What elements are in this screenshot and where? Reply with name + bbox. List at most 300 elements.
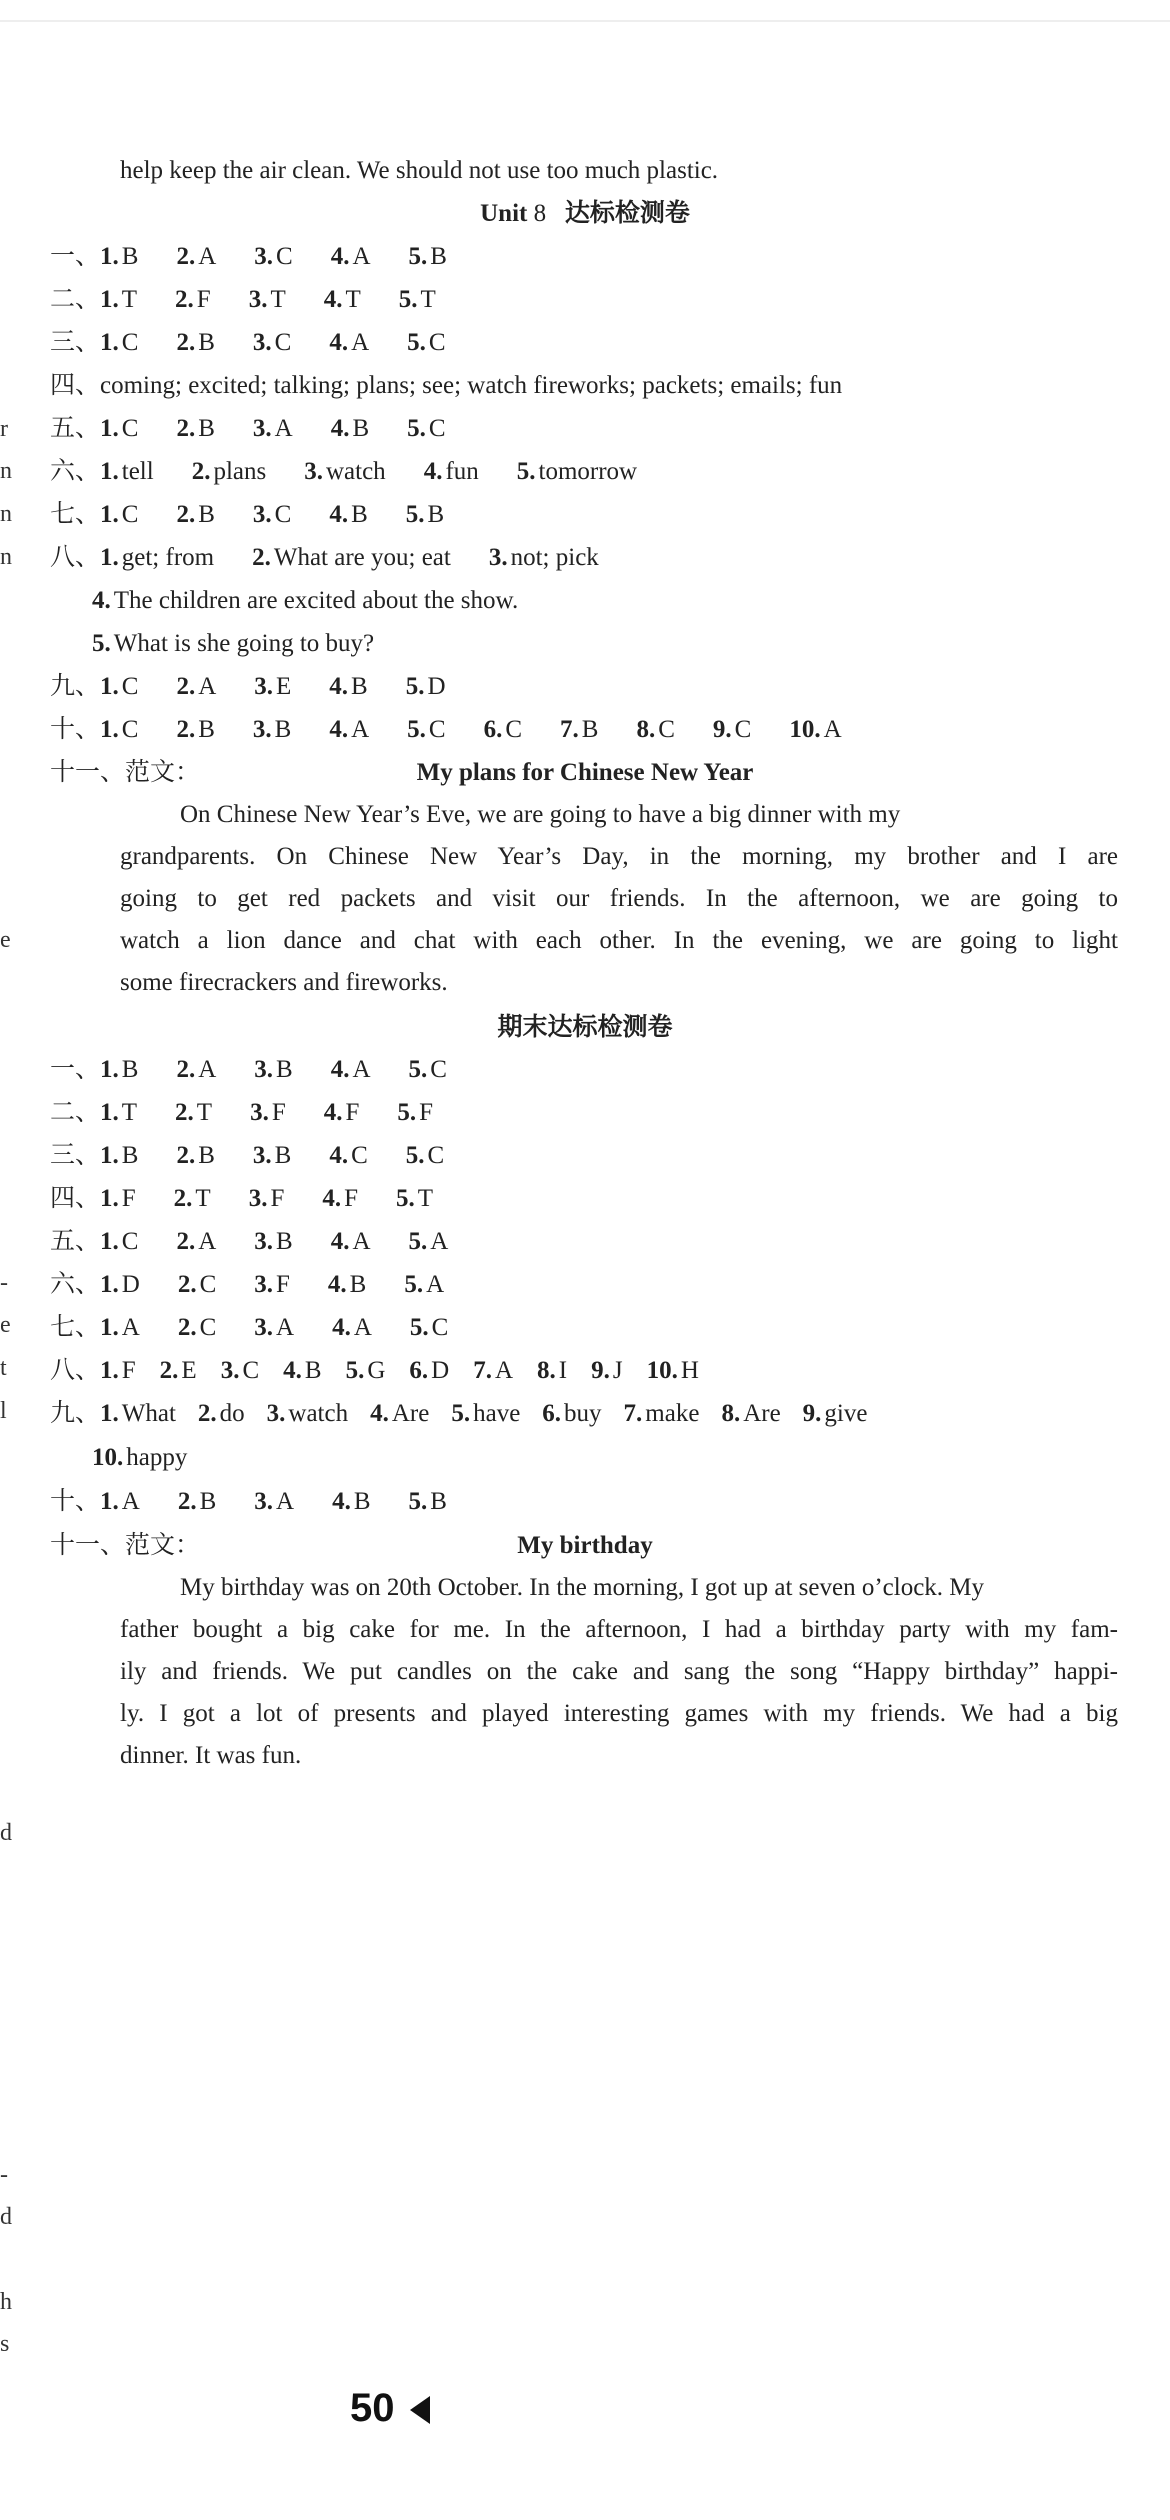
answer-item [346,1357,386,1384]
answer-item [254,1314,294,1341]
answer-item [178,1314,216,1341]
item-answer: A [352,243,371,270]
item-num: 9. [802,1400,822,1427]
item-num: 4. [283,1357,302,1384]
answer-item [324,286,361,313]
item-answer: A [351,716,370,743]
row-label: 七、 [50,1314,101,1341]
answer-item [253,716,291,743]
answer-item [267,1400,348,1427]
answer-item [517,458,637,485]
item-num: 5. [407,329,426,356]
answer-item [397,1099,433,1126]
answer-item [178,1271,216,1298]
item-answer: B [353,1488,371,1515]
item-answer: C [428,415,446,442]
item-num: 5. [397,1099,417,1126]
item-answer: J [612,1357,623,1384]
item-answer: do [219,1400,245,1427]
item-num: 4. [327,1271,347,1298]
answer-row [50,712,880,748]
essay-line: watch a lion dance and chat with each other. In the evening, we are going to light [120,927,1118,954]
answer-item [404,1271,444,1298]
answer-row-cont [92,1440,187,1476]
answer-item [409,243,447,270]
answer-row-cont [92,626,374,662]
answer-item [100,1142,138,1169]
item-answer: H [680,1357,699,1384]
item-num: 2. [173,1185,193,1212]
item-answer: B [121,243,139,270]
item-answer: A [198,243,217,270]
answer-item [100,1488,140,1515]
item-answer: A [198,1056,217,1083]
item-answer: C [658,716,675,743]
answer-item [409,1357,449,1384]
item-answer: B [274,1142,292,1169]
answer-row [50,1052,485,1088]
answer-item [100,286,137,313]
item-num: 5. [451,1400,471,1427]
margin-fragment: - [0,1270,8,1296]
item-answer: A [352,1056,371,1083]
item-num: 1. [100,1357,119,1384]
item-answer: D [431,1357,450,1384]
item-answer: C [121,415,139,442]
item-num: 1. [100,673,119,700]
answer-item [253,329,291,356]
item-answer: C [505,716,523,743]
item-num: 3. [254,1056,274,1083]
item-num: 2. [176,329,196,356]
item-num: 3. [252,716,272,743]
item-answer: F [196,286,211,313]
item-text: What is she going to buy? [113,630,375,657]
margin-fragment: e [0,1312,11,1338]
answer-row [50,669,484,705]
item-answer: T [270,286,286,313]
item-answer: B [430,243,447,270]
item-num: 5. [408,1488,428,1515]
item-num: 4. [322,1185,342,1212]
unit8-title-num: 8 [533,200,547,227]
answer-item [100,544,214,571]
item-answer: A [274,415,293,442]
item-answer: What are you; eat [273,544,451,571]
row-label: 八、 [50,1357,101,1384]
item-answer: buy [564,1400,602,1427]
answer-item [176,1228,216,1255]
answer-item [409,1488,447,1515]
answer-item [176,1142,214,1169]
essay-label: 十一、范文： [50,759,201,786]
item-answer: T [417,1185,434,1212]
item-num: 4. [323,1099,343,1126]
item-answer: F [276,1271,290,1298]
essay-line: father bought a big cake for me. In the afternoon, I had a birthday party with my fam- [120,1616,1118,1643]
item-num: 3. [254,1488,274,1515]
item-num: 5. [398,286,418,313]
item-answer: C [242,1357,260,1384]
answer-item [252,544,451,571]
essay-line: On Chinese New Year’s Eve, we are going to have a big dinner with my [180,801,901,828]
answer-item [254,1488,294,1515]
item-answer: make [645,1400,700,1427]
item-num: 1. [100,1314,119,1341]
item-num: 3. [250,1099,269,1126]
margin-fragment: s [0,2331,10,2357]
answer-item [249,286,286,313]
item-answer: give [824,1400,868,1427]
item-num: 2. [252,544,271,571]
answer-item [198,1400,245,1427]
item-num: 4. [330,243,350,270]
answer-item [537,1357,567,1384]
answer-row [50,1138,482,1174]
item-answer: B [430,1488,447,1515]
row-label: 一、 [50,243,101,270]
essay-line: ily and friends. We put candles on the cake and sang the song “Happy birthday” happi- [120,1658,1118,1685]
answer-item [100,329,138,356]
item-answer: G [367,1357,386,1384]
row-label: 三、 [50,329,101,356]
final-title: 期末达标检测卷 [497,1014,673,1041]
item-num: 7. [623,1400,643,1427]
margin-fragment: d [0,2204,12,2230]
item-num: 4. [329,329,349,356]
item-answer: tell [121,458,154,485]
item-num: 5. [407,716,426,743]
answer-item [332,1488,370,1515]
item-num: 4. [329,673,349,700]
item-num: 4. [332,1488,351,1515]
answer-item [322,1185,358,1212]
item-num: 7. [473,1357,492,1384]
item-num: 1. [100,1488,119,1515]
item-answer: B [198,716,215,743]
answer-item [591,1357,622,1384]
item-answer: C [430,1056,447,1083]
margin-fragment: n [0,501,12,527]
answer-item [176,329,214,356]
item-num: 2. [176,243,196,270]
margin-fragment: n [0,544,12,570]
item-answer: C [121,673,139,700]
item-answer: A [198,1228,217,1255]
item-num: 2. [177,1271,197,1298]
answer-item [409,1228,449,1255]
answer-item [176,415,214,442]
item-num: 5. [409,1314,429,1341]
answer-item [409,1056,447,1083]
answer-item [254,673,291,700]
answer-item [176,673,216,700]
item-num: 5. [516,458,536,485]
margin-fragment: h [0,2289,12,2315]
item-answer: A [276,1488,295,1515]
item-answer: T [195,1185,211,1212]
item-answer: get; from [121,544,215,571]
item-num: 5. [404,1271,424,1298]
item-num: 1. [100,716,119,743]
answer-item [254,1228,292,1255]
answer-item [178,1488,216,1515]
answer-item [410,1314,448,1341]
item-answer: B [351,501,368,528]
answer-item [329,673,367,700]
item-num: 3. [220,1357,240,1384]
answer-row [50,497,482,533]
item-answer: not; pick [510,544,599,571]
answer-item [484,716,522,743]
answer-item [254,1271,290,1298]
intro-line: help keep the air clean. We should not use too much plastic. [120,157,719,184]
item-answer: B [352,415,370,442]
item-num: 5. [405,501,425,528]
item-answer: F [121,1185,136,1212]
answer-item [176,716,214,743]
item-num: 2. [176,673,196,700]
item-answer: F [345,1099,360,1126]
answer-item [175,1099,212,1126]
item-num: 8. [721,1400,741,1427]
item-answer: F [270,1185,285,1212]
answer-item [176,1056,216,1083]
item-num: 1. [100,243,119,270]
item-num: 2. [176,1142,196,1169]
answer-item [329,716,369,743]
item-num: 4. [329,716,349,743]
answer-row [50,1181,471,1217]
row-label: 三、 [50,1142,101,1169]
item-num: 3. [254,1228,274,1255]
answer-item [331,1228,371,1255]
item-answer: C [274,501,292,528]
item-num: 3. [252,329,272,356]
item-answer: C [351,1142,368,1169]
answer-item [328,1271,366,1298]
item-num: 3. [248,1185,268,1212]
answer-item [451,1400,520,1427]
item-num: 2. [176,1228,196,1255]
item-answer: T [420,286,436,313]
answer-item [789,716,841,743]
item-num: 9. [712,716,732,743]
item-num: 9. [591,1357,610,1384]
item-answer: tomorrow [538,458,638,485]
item-num: 6. [542,1400,562,1427]
unit8-title-en: Unit [480,200,528,227]
answer-item [253,1142,291,1169]
essay-line: some firecrackers and fireworks. [120,969,448,996]
answer-item [100,1271,140,1298]
answer-item [424,458,479,485]
item-answer: T [121,1099,138,1126]
item-answer: A [351,329,370,356]
item-num: 1. [100,458,119,485]
item-answer: B [121,1142,139,1169]
answer-item [406,501,444,528]
item-answer: B [304,1357,322,1384]
answer-item [100,1228,138,1255]
row-label: 四、 [50,1185,101,1212]
answer-item [192,458,267,485]
item-answer: have [473,1400,521,1427]
item-num: 8. [636,716,656,743]
item-answer: B [198,1142,215,1169]
top-edge-line [0,20,1170,22]
row-label: 六、 [50,1271,101,1298]
answer-row [50,325,484,361]
answer-row [50,1095,471,1131]
answer-item [407,329,445,356]
item-num: 1. [100,1228,119,1255]
item-num: 1. [100,1400,119,1427]
item-answer: E [181,1357,197,1384]
answer-item [254,243,292,270]
answer-item [396,1185,433,1212]
answer-item [250,1099,286,1126]
answer-item [100,1314,140,1341]
answer-row [50,454,675,490]
item-answer: C [274,329,292,356]
answer-item [176,501,214,528]
answer-row [50,1310,486,1346]
answer-item [100,415,138,442]
row-label: 九、 [50,1400,101,1427]
answer-row [50,411,484,447]
answer-item [407,716,445,743]
answer-item [560,716,598,743]
answer-item [175,286,211,313]
unit8-title [0,196,1170,232]
item-answer: C [121,501,139,528]
item-num: 6. [409,1357,429,1384]
item-answer: A [353,1314,372,1341]
item-num: 3. [254,673,274,700]
item-num: 1. [100,286,119,313]
answer-item [304,458,385,485]
item-answer: B [427,501,445,528]
row-label: 一、 [50,1056,101,1083]
answer-item [100,1357,136,1384]
essay-title: My plans for Chinese New Year [416,759,754,786]
answer-item [100,673,138,700]
item-answer: C [276,243,293,270]
row-label: 六、 [50,458,101,485]
item-num: 1. [100,1099,119,1126]
item-answer: T [196,1099,213,1126]
item-num: 3. [254,243,274,270]
answer-item [331,415,369,442]
item-num: 2. [176,716,196,743]
item-num: 4. [92,587,111,614]
item-num: 2. [175,286,194,313]
item-answer: C [431,1314,449,1341]
item-num: 2. [191,458,211,485]
item-num: 3. [252,501,272,528]
item-num: 3. [254,1314,274,1341]
item-num: 5. [408,1228,428,1255]
item-answer: F [271,1099,286,1126]
item-answer: B [198,329,215,356]
item-answer: A [121,1314,140,1341]
answer-item [647,1357,699,1384]
item-num: 2. [176,501,196,528]
essay-line: going to get red packets and visit our friends. In the afternoon, we are going to [120,885,1118,912]
answer-item [283,1357,321,1384]
page-number: 50 [350,2386,395,2430]
item-answer: A [823,716,842,743]
triangle-left-icon [410,2396,430,2424]
answer-item [100,1400,176,1427]
item-answer: D [427,673,446,700]
item-answer: C [734,716,752,743]
item-num: 1. [100,1185,119,1212]
item-answer: C [427,1142,445,1169]
item-num: 2. [176,1056,196,1083]
answer-item [329,329,369,356]
item-answer: C [121,716,139,743]
answer-item [100,716,138,743]
answer-item [331,1056,371,1083]
item-answer: watch [288,1400,349,1427]
item-num: 5. [405,673,425,700]
item-answer: C [199,1271,217,1298]
row-label: 四、 [50,372,101,399]
item-answer: B [274,716,292,743]
answer-row-cont [92,583,518,619]
item-num: 3. [304,458,323,485]
item-num: 1. [100,544,119,571]
item-answer: F [419,1099,434,1126]
margin-fragment: e [0,927,11,953]
answer-item [254,1056,292,1083]
item-answer: Are [743,1400,781,1427]
item-num: 10. [646,1357,678,1384]
item-num: 5. [92,630,111,657]
answer-item [803,1400,868,1427]
item-num: 4. [332,1314,351,1341]
answer-item [406,673,446,700]
item-answer: C [121,329,139,356]
item-num: 4. [330,1228,350,1255]
row-label: 五、 [50,415,101,442]
item-answer: A [426,1271,445,1298]
item-num: 5. [345,1357,365,1384]
answer-item [331,243,371,270]
item-answer: F [121,1357,136,1384]
item-num: 5. [407,415,426,442]
item-num: 1. [100,415,119,442]
margin-fragment: n [0,458,12,484]
answer-item [329,501,367,528]
answer-item [253,415,293,442]
item-num: 1. [100,501,119,528]
item-text: The children are excited about the show. [113,587,519,614]
margin-fragment: - [0,2162,8,2188]
item-answer: I [558,1357,568,1384]
item-answer: B [581,716,599,743]
item-num: 4. [329,501,349,528]
essay-line: grandparents. On Chinese New Year’s Day, in the morning, my brother and I are [120,843,1118,870]
answer-row [50,282,474,318]
item-answer: B [349,1271,367,1298]
item-num: 1. [100,329,119,356]
item-num: 5. [408,1056,428,1083]
answer-item [624,1400,700,1427]
margin-fragment: d [0,1820,12,1846]
